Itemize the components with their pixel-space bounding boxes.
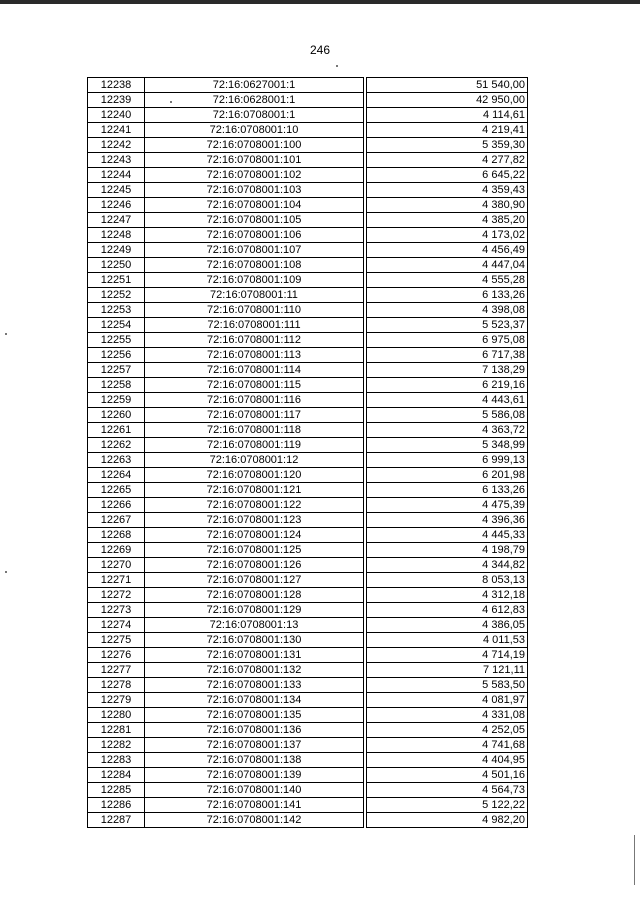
- record-number-cell: 12266: [88, 498, 145, 513]
- page-number: 246: [309, 43, 331, 57]
- cadastral-number-cell: 72:16:0708001:102: [145, 168, 364, 183]
- cadastral-value-cell: 5 586,08: [367, 408, 528, 423]
- table-row: [88, 483, 528, 498]
- cadastral-number-cell: 72:16:0708001:141: [145, 798, 364, 813]
- cadastral-number-cell: 72:16:0708001:103: [145, 183, 364, 198]
- cadastral-value-cell: 4 714,19: [367, 648, 528, 663]
- record-number-cell: 12269: [88, 543, 145, 558]
- cadastral-value-cell: 42 950,00: [367, 93, 528, 108]
- cadastral-number-cell: 72:16:0708001:124: [145, 528, 364, 543]
- cadastral-number-cell: 72:16:0708001:127: [145, 573, 364, 588]
- record-number-cell: 12275: [88, 633, 145, 648]
- table-row: [88, 558, 528, 573]
- cadastral-value-cell: 6 975,08: [367, 333, 528, 348]
- cadastral-value-cell: 6 201,98: [367, 468, 528, 483]
- cadastral-number-cell: 72:16:0708001:131: [145, 648, 364, 663]
- cadastral-value-cell: 4 359,43: [367, 183, 528, 198]
- record-number-cell: 12247: [88, 213, 145, 228]
- cadastral-number-cell: 72:16:0708001:110: [145, 303, 364, 318]
- table-row: [88, 693, 528, 708]
- cadastral-value-cell: 4 445,33: [367, 528, 528, 543]
- table-row: [88, 618, 528, 633]
- table-row: [88, 138, 528, 153]
- record-number-cell: 12257: [88, 363, 145, 378]
- table-row: [88, 438, 528, 453]
- record-number-cell: 12281: [88, 723, 145, 738]
- record-number-cell: 12283: [88, 753, 145, 768]
- cadastral-value-cell: 4 501,16: [367, 768, 528, 783]
- table-row: [88, 153, 528, 168]
- cadastral-value-cell: 7 121,11: [367, 663, 528, 678]
- record-number-cell: 12262: [88, 438, 145, 453]
- cadastral-value-cell: 4 198,79: [367, 543, 528, 558]
- cadastral-value-cell: 6 717,38: [367, 348, 528, 363]
- record-number-cell: 12239: [88, 93, 145, 108]
- cadastral-value-cell: 5 583,50: [367, 678, 528, 693]
- table-row: [88, 78, 528, 93]
- cadastral-value-cell: 4 331,08: [367, 708, 528, 723]
- table-row: [88, 198, 528, 213]
- record-number-cell: 12271: [88, 573, 145, 588]
- table-row: [88, 318, 528, 333]
- cadastral-value-cell: 4 447,04: [367, 258, 528, 273]
- cadastral-value-cell: 4 398,08: [367, 303, 528, 318]
- cadastral-number-cell: 72:16:0708001:119: [145, 438, 364, 453]
- cadastral-number-cell: 72:16:0708001:139: [145, 768, 364, 783]
- record-number-cell: 12270: [88, 558, 145, 573]
- cadastral-number-cell: 72:16:0708001:134: [145, 693, 364, 708]
- cadastral-number-cell: 72:16:0708001:100: [145, 138, 364, 153]
- cadastral-number-cell: 72:16:0708001:128: [145, 588, 364, 603]
- cadastral-value-cell: 4 252,05: [367, 723, 528, 738]
- cadastral-value-cell: 8 053,13: [367, 573, 528, 588]
- cadastral-number-cell: 72:16:0708001:117: [145, 408, 364, 423]
- cadastral-value-cell: 6 645,22: [367, 168, 528, 183]
- record-number-cell: 12260: [88, 408, 145, 423]
- record-number-cell: 12282: [88, 738, 145, 753]
- cadastral-number-cell: 72:16:0708001:140: [145, 783, 364, 798]
- cadastral-number-cell: 72:16:0708001:111: [145, 318, 364, 333]
- cadastral-number-cell: 72:16:0708001:118: [145, 423, 364, 438]
- table-row: [88, 603, 528, 618]
- cadastral-number-cell: 72:16:0708001:132: [145, 663, 364, 678]
- table-row: [88, 468, 528, 483]
- cadastral-value-cell: 4 344,82: [367, 558, 528, 573]
- cadastral-number-cell: 72:16:0708001:10: [145, 123, 364, 138]
- cadastral-number-cell: 72:16:0708001:108: [145, 258, 364, 273]
- table-row: [88, 303, 528, 318]
- record-number-cell: 12240: [88, 108, 145, 123]
- cadastral-value-cell: 4 612,83: [367, 603, 528, 618]
- record-number-cell: 12238: [88, 78, 145, 93]
- cadastral-number-cell: 72:16:0627001:1: [145, 78, 364, 93]
- record-number-cell: 12256: [88, 348, 145, 363]
- record-number-cell: 12267: [88, 513, 145, 528]
- table-row: [88, 258, 528, 273]
- table-row: [88, 633, 528, 648]
- scan-top-edge: [0, 0, 640, 4]
- cadastral-value-cell: 4 312,18: [367, 588, 528, 603]
- table-row: [88, 273, 528, 288]
- cadastral-value-cell: 4 982,20: [367, 813, 528, 828]
- table-row: [88, 783, 528, 798]
- cadastral-number-cell: 72:16:0708001:137: [145, 738, 364, 753]
- table-row: [88, 498, 528, 513]
- table-row: [88, 573, 528, 588]
- record-number-cell: 12258: [88, 378, 145, 393]
- cadastral-number-cell: 72:16:0708001:133: [145, 678, 364, 693]
- cadastral-number-cell: 72:16:0708001:120: [145, 468, 364, 483]
- cadastral-number-cell: 72:16:0708001:114: [145, 363, 364, 378]
- record-number-cell: 12286: [88, 798, 145, 813]
- table-row: [88, 453, 528, 468]
- cadastral-value-cell: 5 523,37: [367, 318, 528, 333]
- table-row: [88, 93, 528, 108]
- record-number-cell: 12245: [88, 183, 145, 198]
- cadastral-number-cell: 72:16:0708001:125: [145, 543, 364, 558]
- record-number-cell: 12244: [88, 168, 145, 183]
- record-number-cell: 12255: [88, 333, 145, 348]
- record-number-cell: 12253: [88, 303, 145, 318]
- cadastral-number-cell: 72:16:0708001:107: [145, 243, 364, 258]
- record-number-cell: 12279: [88, 693, 145, 708]
- record-number-cell: 12252: [88, 288, 145, 303]
- cadastral-value-cell: 4 277,82: [367, 153, 528, 168]
- cadastral-number-cell: 72:16:0708001:123: [145, 513, 364, 528]
- cadastral-number-cell: 72:16:0708001:101: [145, 153, 364, 168]
- record-number-cell: 12259: [88, 393, 145, 408]
- table-row: [88, 378, 528, 393]
- record-number-cell: 12280: [88, 708, 145, 723]
- record-number-cell: 12273: [88, 603, 145, 618]
- record-number-cell: 12261: [88, 423, 145, 438]
- cadastral-number-cell: 72:16:0708001:109: [145, 273, 364, 288]
- record-number-cell: 12278: [88, 678, 145, 693]
- table-row: [88, 288, 528, 303]
- table-row: [88, 798, 528, 813]
- table-row: [88, 243, 528, 258]
- table-row: [88, 393, 528, 408]
- cadastral-value-cell: 6 133,26: [367, 483, 528, 498]
- record-number-cell: 12277: [88, 663, 145, 678]
- table-row: [88, 213, 528, 228]
- scan-speck: [170, 101, 172, 103]
- record-number-cell: 12248: [88, 228, 145, 243]
- cadastral-number-cell: 72:16:0708001:136: [145, 723, 364, 738]
- cadastral-number-cell: 72:16:0708001:142: [145, 813, 364, 828]
- table-row: [88, 588, 528, 603]
- table-row: [88, 648, 528, 663]
- cadastral-value-cell: 4 475,39: [367, 498, 528, 513]
- table-row: [88, 753, 528, 768]
- cadastral-number-cell: 72:16:0708001:1: [145, 108, 364, 123]
- record-number-cell: 12265: [88, 483, 145, 498]
- record-number-cell: 12254: [88, 318, 145, 333]
- cadastral-value-cell: 6 219,16: [367, 378, 528, 393]
- cadastral-number-cell: 72:16:0708001:12: [145, 453, 364, 468]
- table-row: [88, 513, 528, 528]
- cadastral-value-cell: 51 540,00: [367, 78, 528, 93]
- table-row: [88, 183, 528, 198]
- cadastral-value-cell: 4 564,73: [367, 783, 528, 798]
- scan-speck: [5, 571, 7, 573]
- table-row: [88, 123, 528, 138]
- table-row: [88, 708, 528, 723]
- cadastral-value-cell: 4 396,36: [367, 513, 528, 528]
- cadastral-number-cell: 72:16:0708001:104: [145, 198, 364, 213]
- cadastral-number-cell: 72:16:0708001:138: [145, 753, 364, 768]
- record-number-cell: 12264: [88, 468, 145, 483]
- record-number-cell: 12241: [88, 123, 145, 138]
- cadastral-number-cell: 72:16:0708001:116: [145, 393, 364, 408]
- cadastral-number-cell: 72:16:0708001:105: [145, 213, 364, 228]
- record-number-cell: 12242: [88, 138, 145, 153]
- record-number-cell: 12276: [88, 648, 145, 663]
- table-row: [88, 348, 528, 363]
- record-number-cell: 12272: [88, 588, 145, 603]
- cadastral-value-cell: 4 741,68: [367, 738, 528, 753]
- cadastral-value-cell: 4 081,97: [367, 693, 528, 708]
- record-number-cell: 12250: [88, 258, 145, 273]
- cadastral-value-cell: 4 386,05: [367, 618, 528, 633]
- table-row: [88, 333, 528, 348]
- table-row: [88, 363, 528, 378]
- cadastral-value-cell: 4 404,95: [367, 753, 528, 768]
- cadastral-value-cell: 4 114,61: [367, 108, 528, 123]
- cadastral-value-cell: 4 555,28: [367, 273, 528, 288]
- scan-speck: [5, 333, 7, 335]
- table-row: [88, 168, 528, 183]
- table-row: [88, 723, 528, 738]
- cadastral-value-cell: 4 380,90: [367, 198, 528, 213]
- table-row: [88, 813, 528, 828]
- cadastral-number-cell: 72:16:0708001:122: [145, 498, 364, 513]
- cadastral-number-cell: 72:16:0628001:1: [145, 93, 364, 108]
- cadastral-value-table: [87, 77, 528, 828]
- cadastral-number-cell: 72:16:0708001:130: [145, 633, 364, 648]
- cadastral-number-cell: 72:16:0708001:113: [145, 348, 364, 363]
- scan-speck: [336, 65, 338, 67]
- cadastral-number-cell: 72:16:0708001:13: [145, 618, 364, 633]
- cadastral-value-cell: 4 443,61: [367, 393, 528, 408]
- cadastral-value-cell: 4 011,53: [367, 633, 528, 648]
- table-row: [88, 408, 528, 423]
- table-row: [88, 663, 528, 678]
- record-number-cell: 12287: [88, 813, 145, 828]
- cadastral-number-cell: 72:16:0708001:112: [145, 333, 364, 348]
- cadastral-value-cell: 4 385,20: [367, 213, 528, 228]
- table-row: [88, 738, 528, 753]
- record-number-cell: 12246: [88, 198, 145, 213]
- record-number-cell: 12284: [88, 768, 145, 783]
- cadastral-value-cell: 6 999,13: [367, 453, 528, 468]
- table-body: [88, 78, 528, 828]
- table-row: [88, 768, 528, 783]
- table-row: [88, 423, 528, 438]
- cadastral-value-cell: 5 122,22: [367, 798, 528, 813]
- cadastral-value-cell: 4 173,02: [367, 228, 528, 243]
- record-number-cell: 12251: [88, 273, 145, 288]
- record-number-cell: 12249: [88, 243, 145, 258]
- cadastral-number-cell: 72:16:0708001:115: [145, 378, 364, 393]
- table-row: [88, 228, 528, 243]
- cadastral-value-cell: 6 133,26: [367, 288, 528, 303]
- cadastral-value-cell: 5 359,30: [367, 138, 528, 153]
- cadastral-value-cell: 4 456,49: [367, 243, 528, 258]
- cadastral-number-cell: 72:16:0708001:129: [145, 603, 364, 618]
- table-row: [88, 543, 528, 558]
- table-row: [88, 528, 528, 543]
- record-number-cell: 12268: [88, 528, 145, 543]
- record-number-cell: 12263: [88, 453, 145, 468]
- record-number-cell: 12243: [88, 153, 145, 168]
- cadastral-number-cell: 72:16:0708001:126: [145, 558, 364, 573]
- cadastral-number-cell: 72:16:0708001:11: [145, 288, 364, 303]
- cadastral-value-cell: 7 138,29: [367, 363, 528, 378]
- cadastral-value-cell: 4 363,72: [367, 423, 528, 438]
- cadastral-number-cell: 72:16:0708001:135: [145, 708, 364, 723]
- record-number-cell: 12274: [88, 618, 145, 633]
- cadastral-number-cell: 72:16:0708001:121: [145, 483, 364, 498]
- record-number-cell: 12285: [88, 783, 145, 798]
- table-row: [88, 108, 528, 123]
- cadastral-value-cell: 5 348,99: [367, 438, 528, 453]
- scan-edge-mark: [634, 835, 635, 885]
- cadastral-number-cell: 72:16:0708001:106: [145, 228, 364, 243]
- cadastral-value-cell: 4 219,41: [367, 123, 528, 138]
- table-row: [88, 678, 528, 693]
